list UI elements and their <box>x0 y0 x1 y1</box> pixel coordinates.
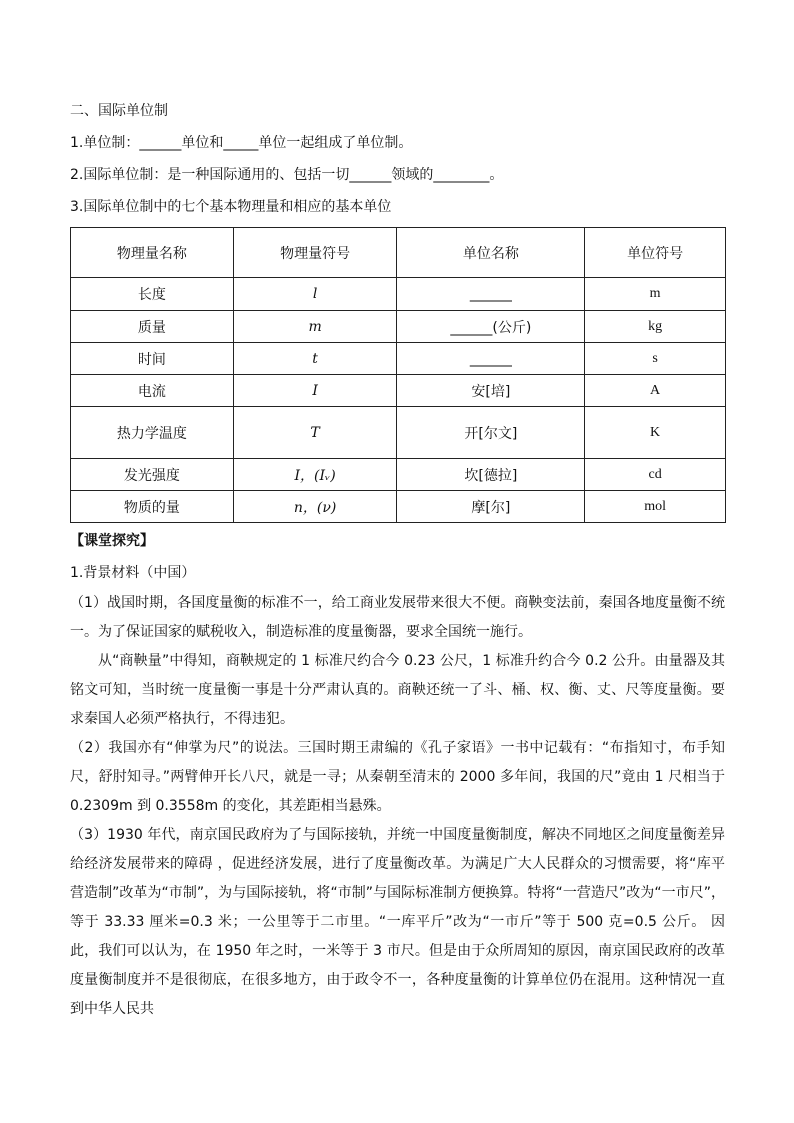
quantity-symbol: m <box>233 311 397 343</box>
table-header-cell: 物理量符号 <box>233 228 397 278</box>
paragraph-2: 从“商鞅量”中得知，商鞅规定的 1 标准尺约合今 0.23 公尺，1 标准升约合今 0.2 公升。由量器及其铭文可知，当时统一度量衡一事是十分严肃认真的。商鞅还统一了斗、桶、权、衡、丈、尺等度量衡。要求秦国人必须严格执行，不得违犯。 <box>70 653 725 727</box>
quantity-name: 电流 <box>71 375 234 407</box>
unit-symbol: s <box>585 343 726 375</box>
quantity-symbol: t <box>233 343 397 375</box>
paragraph-4: （3）1930 年代，南京国民政府为了与国际接轨，并统一中国度量衡制度，解决不同地区之间度量衡差异给经济发展带来的障碍 ，促进经济发展，进行了度量衡改革。为满足广大人民群众的习惯需要，将“库平营造制”改革为“市制”，为与国际接轨，将“市制”与国际标准制方便换算。特将“一营造尺”改为“一市尺”，等于 33.33 厘米=0.3 米；一公里等于二市里。“一库平斤”改为“一市斤”等于 500 克=0.5 公斤。 因此，我们可以认为，在 1950 年之时，一米等于 3 市尺。但是由于众所周知的原因，南京国民政府的改革度量衡制度并不是很彻底，在很多地方，由于政令不一，各种度量衡的计算单位仍在混用。这种情况一直到中华人民共 <box>70 827 725 1017</box>
table-row <box>71 278 726 311</box>
unit-name: ______ <box>397 343 585 375</box>
unit-name: ______(公斤) <box>397 311 585 343</box>
section-heading: 二、国际单位制 <box>70 103 168 119</box>
quantity-symbol: I，(Iᵥ) <box>233 459 397 491</box>
paragraph-1: （1）战国时期，各国度量衡的标准不一，给工商业发展带来很大不便。商鞅变法前，秦国各地度量衡不统一。为了保证国家的赋税收入，制造标准的度量衡器，要求全国统一施行。 <box>70 595 725 640</box>
background-title: 1.背景材料（中国） <box>70 565 196 581</box>
unit-symbol: A <box>585 375 726 407</box>
unit-symbol: kg <box>585 311 726 343</box>
quantity-name: 时间 <box>71 343 234 375</box>
inquiry-heading: 【课堂探究】 <box>70 533 154 549</box>
unit-name: 开[尔文] <box>397 407 585 459</box>
table-row <box>71 459 726 491</box>
question-3: 3.国际单位制中的七个基本物理量和相应的基本单位 <box>70 199 392 215</box>
unit-name: 坎[德拉] <box>397 459 585 491</box>
unit-name: 安[培] <box>397 375 585 407</box>
unit-symbol: K <box>585 407 726 459</box>
question-2: 2.国际单位制：是一种国际通用的、包括一切______领域的________。 <box>70 167 504 183</box>
quantity-symbol: l <box>233 278 397 311</box>
table-header-row <box>71 228 726 278</box>
quantity-symbol: T <box>233 407 397 459</box>
unit-symbol: mol <box>585 491 726 523</box>
quantity-name: 长度 <box>71 278 234 311</box>
paragraph-3: （2）我国亦有“伸掌为尺”的说法。三国时期王肃编的《孔子家语》一书中记载有：“布指知寸，布手知尺，舒肘知寻。”两臂伸开长八尺，就是一寻；从秦朝至清末的 2000 多年间，我国的尺”竟由 1 尺相当于 0.2309m 到 0.3558m 的变化，其差距相当悬殊。 <box>70 740 725 814</box>
unit-name: 摩[尔] <box>397 491 585 523</box>
unit-symbol: cd <box>585 459 726 491</box>
quantity-symbol: I <box>233 375 397 407</box>
table-row <box>71 343 726 375</box>
table-row <box>71 375 726 407</box>
quantity-name: 发光强度 <box>71 459 234 491</box>
quantity-name: 物质的量 <box>71 491 234 523</box>
table-row <box>71 491 726 523</box>
table-header-cell: 单位名称 <box>397 228 585 278</box>
question-1: 1.单位制：______单位和_____单位一起组成了单位制。 <box>70 135 413 151</box>
table-row <box>71 407 726 459</box>
table-row <box>71 311 726 343</box>
document-content <box>70 95 725 1024</box>
si-units-table <box>70 227 726 523</box>
unit-symbol: m <box>585 278 726 311</box>
quantity-name: 热力学温度 <box>71 407 234 459</box>
quantity-symbol: n，(ν) <box>233 491 397 523</box>
table-header-cell: 物理量名称 <box>71 228 234 278</box>
unit-name: ______ <box>397 278 585 311</box>
quantity-name: 质量 <box>71 311 234 343</box>
table-header-cell: 单位符号 <box>585 228 726 278</box>
